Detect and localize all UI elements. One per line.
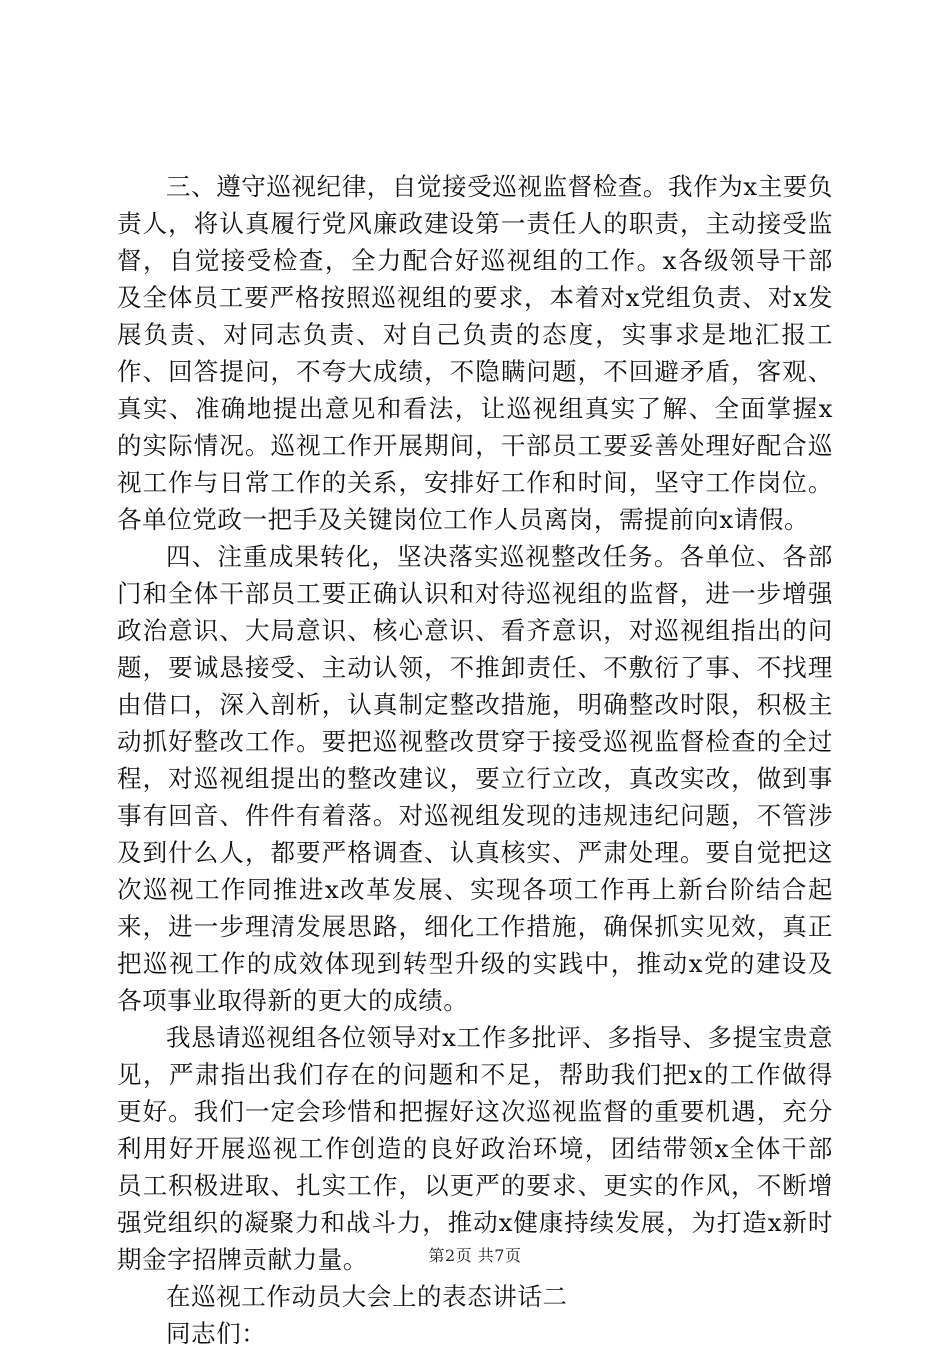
page-number-footer: 第2页 共7页 — [428, 1246, 522, 1265]
document-body — [117, 168, 833, 1352]
speech-two-title: 在巡视工作动员大会上的表态讲话二 — [166, 1282, 568, 1311]
paragraph-request: 我恳请巡视组各位领导对x工作多批评、多指导、多提宝贵意见，严肃指出我们存在的问题和不足，帮助我们把x的工作做得更好。我们一定会珍惜和把握好这次巡视监督的重要机遇，充分利用好开展巡视工作创造的良好政治环境，团结带领x全体干部员工积极进取、扎实工作，以更严的要求、更实的作风，不断增强党组织的凝聚力和战斗力，推动x健康持续发展，为打造x新时期金字招牌贡献力量。 — [117, 1023, 834, 1274]
salutation: 同志们： — [166, 1319, 267, 1348]
paragraph-section-three: 三、遵守巡视纪律，自觉接受巡视监督检查。我作为x主要负责人，将认真履行党风廉政建设第一责任人的职责，主动接受监督，自觉接受检查，全力配合好巡视组的工作。x各级领导干部及全体员工要严格按照巡视组的要求，本着对x党组负责、对x发展负责、对同志负责、对自己负责的态度，实事求是地汇报工作、回答提问，不夸大成绩，不隐瞒问题，不回避矛盾，客观、真实、准确地提出意见和看法，让巡视组真实了解、全面掌握x的实际情况。巡视工作开展期间，干部员工要妥善处理好配合巡视工作与日常工作的关系，安排好工作和时间，坚守工作岗位。各单位党政一把手及关键岗位工作人员离岗，需提前向x请假。 — [117, 172, 834, 534]
paragraph-section-four: 四、注重成果转化，坚决落实巡视整改任务。各单位、各部门和全体干部员工要正确认识和对待巡视组的监督，进一步增强政治意识、大局意识、核心意识、看齐意识，对巡视组指出的问题，要诚恳接受、主动认领，不推卸责任、不敷衍了事、不找理由借口，深入剖析，认真制定整改措施，明确整改时限，积极主动抓好整改工作。要把巡视整改贯穿于接受巡视监督检查的全过程，对巡视组提出的整改建议，要立行立改，真改实改，做到事事有回音、件件有着落。对巡视组发现的违规违纪问题，不管涉及到什么人，都要严格调查、认真核实、严肃处理。要自觉把这次巡视工作同推进x改革发展、实现各项工作再上新台阶结合起来，进一步理清发展思路，细化工作措施，确保抓实见效，真正把巡视工作的成效体现到转型升级的实践中，推动x党的建设及各项事业取得新的更大的成绩。 — [117, 542, 833, 1015]
